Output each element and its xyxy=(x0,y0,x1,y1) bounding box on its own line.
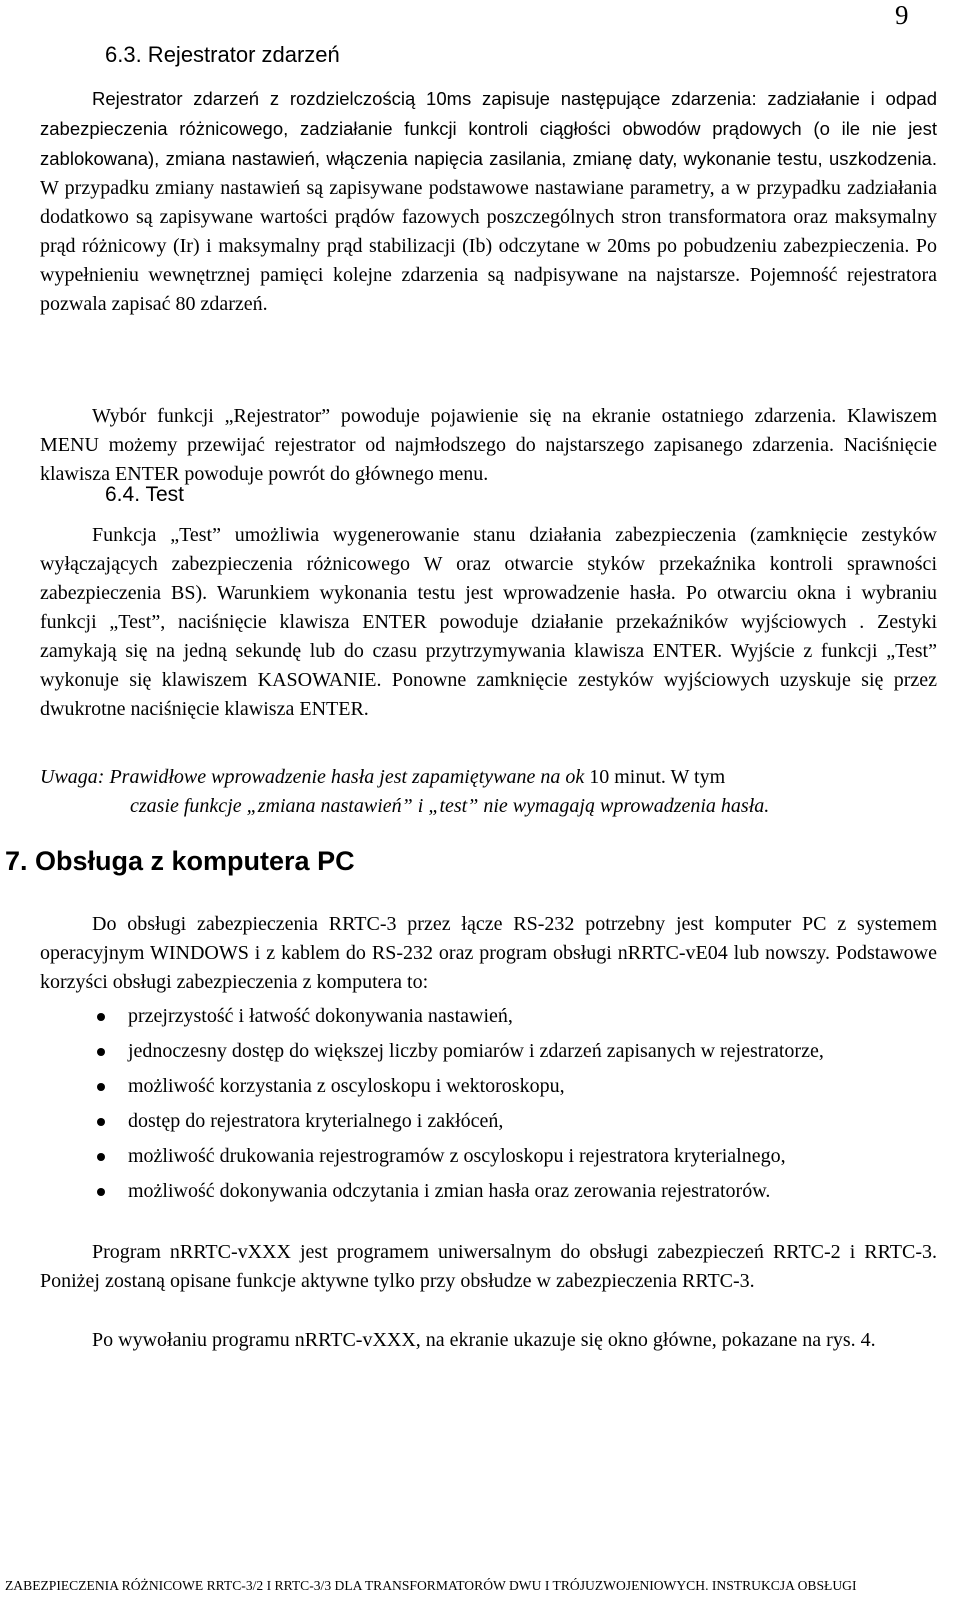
list-item: dostęp do rejestratora kryterialnego i zakłóceń, xyxy=(90,1107,937,1136)
bullet-icon xyxy=(97,1083,105,1091)
bullet-icon xyxy=(97,1013,105,1021)
page-number: 9 xyxy=(895,0,909,30)
note-line-2: czasie funkcje „zmiana nastawień” i „test” nie wymagają wprowadzenia hasła. xyxy=(130,795,770,817)
note-line-1-italic: Uwaga: Prawidłowe wprowadzenie hasła jest zapamiętywane na ok xyxy=(40,766,585,788)
paragraph-rejestrator-intro-part-b: W przypadku zmiany nastawień są zapisywane podstawowe nastawiane parametry, a w przypadku zadziałania dodatkowo są zapisywane wartości prądów fazowych poszczególnych stron transformatora oraz maksymalny prąd różnicowy (Ir) i maksymalny prąd stabilizacji (Ib) odczytane w 20ms po pobudzeniu zabezpieczenia. Po wypełnieniu wewnętrznej pamięci kolejne zdarzenia są nadpisywane na najstarsze. Pojemność rejestratora pozwala zapisać 80 zdarzeń. xyxy=(40,177,937,315)
list-item: możliwość korzystania z oscyloskopu i wektoroskopu, xyxy=(90,1072,937,1101)
section-heading-7: 7. Obsługa z komputera PC xyxy=(5,846,355,876)
bullet-icon xyxy=(97,1153,105,1161)
note-line-1-normal: 10 minut. W tym xyxy=(584,766,726,788)
note-line-1 xyxy=(40,763,937,792)
benefits-list xyxy=(90,1002,937,1212)
list-item: jednoczesny dostęp do większej liczby pomiarów i zdarzeń zapisanych w rejestratorze, xyxy=(90,1037,937,1066)
note-block xyxy=(40,763,937,821)
section-heading-6-4: 6.4. Test xyxy=(105,483,184,506)
paragraph-program-info: Program nRRTC-vXXX jest programem uniwersalnym do obsługi zabezpieczeń RRTC-2 i RRTC-3. Poniżej zostaną opisane funkcje aktywne tylko przy obsłudze w zabezpieczenia RRTC-3. xyxy=(40,1241,937,1292)
paragraph-rejestrator-intro-part-a: Rejestrator zdarzeń z rozdzielczością 10ms zapisuje następujące zdarzenia: zadziałanie i odpad zabezpieczenia różnicowego, zadziałanie funkcji kontroli ciągłości obwodów prądowych (o ile nie jest zablokowana), zmiana nastawień, włączenia napięcia zasilania, zmianę daty, wykonanie testu, uszkodzenia. xyxy=(40,88,937,169)
page-footer: ZABEZPIECZENIA RÓŻNICOWE RRTC-3/2 I RRTC-3/3 DLA TRANSFORMATORÓW DWU I TRÓJUZWOJENIOWYCH. INSTRUKCJA OBSŁUGI xyxy=(5,1578,857,1593)
paragraph-test-description: Funkcja „Test” umożliwia wygenerowanie stanu działania zabezpieczenia (zamknięcie zestyków wyłączających zabezpieczenia różnicowego W oraz otwarcie styków przekaźnika kontroli sprawności zabezpieczenia BS). Warunkiem wykonania testu jest wprowadzenie hasła. Po otwarciu okna i wybraniu funkcji „Test”, naciśnięcie klawisza ENTER powoduje działanie przekaźników wyjściowych . Zestyki zamykają się na jedną sekundę lub do czasu przytrzymywania klawisza ENTER. Wyjście z funkcji „Test” wykonuje się klawiszem KASOWANIE. Ponowne zamknięcie zestyków wyjściowych uzyskuje się przez dwukrotne naciśnięcie klawisza ENTER. xyxy=(40,524,937,720)
list-item: przejrzystość i łatwość dokonywania nastawień, xyxy=(90,1002,937,1031)
paragraph-main-window: Po wywołaniu programu nRRTC-vXXX, na ekranie ukazuje się okno główne, pokazane na rys. 4. xyxy=(92,1329,876,1351)
bullet-icon xyxy=(97,1048,105,1056)
paragraph-rejestrator-intro xyxy=(40,84,937,319)
list-item: możliwość drukowania rejestrogramów z oscyloskopu i rejestratora kryterialnego, xyxy=(90,1142,937,1171)
list-item: możliwość dokonywania odczytania i zmian hasła oraz zerowania rejestratorów. xyxy=(90,1177,937,1206)
section-heading-6-3: 6.3. Rejestrator zdarzeń xyxy=(105,42,340,67)
paragraph-rejestrator-usage: Wybór funkcji „Rejestrator” powoduje pojawienie się na ekranie ostatniego zdarzenia. Klawiszem MENU możemy przewijać rejestrator od najmłodszego do najstarszego zapisanego zdarzenia. Naciśnięcie klawisza ENTER powoduje powrót do głównego menu. xyxy=(40,405,937,485)
bullet-icon xyxy=(97,1188,105,1196)
bullet-icon xyxy=(97,1118,105,1126)
paragraph-pc-intro: Do obsługi zabezpieczenia RRTC-3 przez łącze RS-232 potrzebny jest komputer PC z systemem operacyjnym WINDOWS i z kablem do RS-232 oraz program obsługi nRRTC-vE04 lub nowszy. Podstawowe korzyści obsługi zabezpieczenia z komputera to: xyxy=(40,913,937,993)
